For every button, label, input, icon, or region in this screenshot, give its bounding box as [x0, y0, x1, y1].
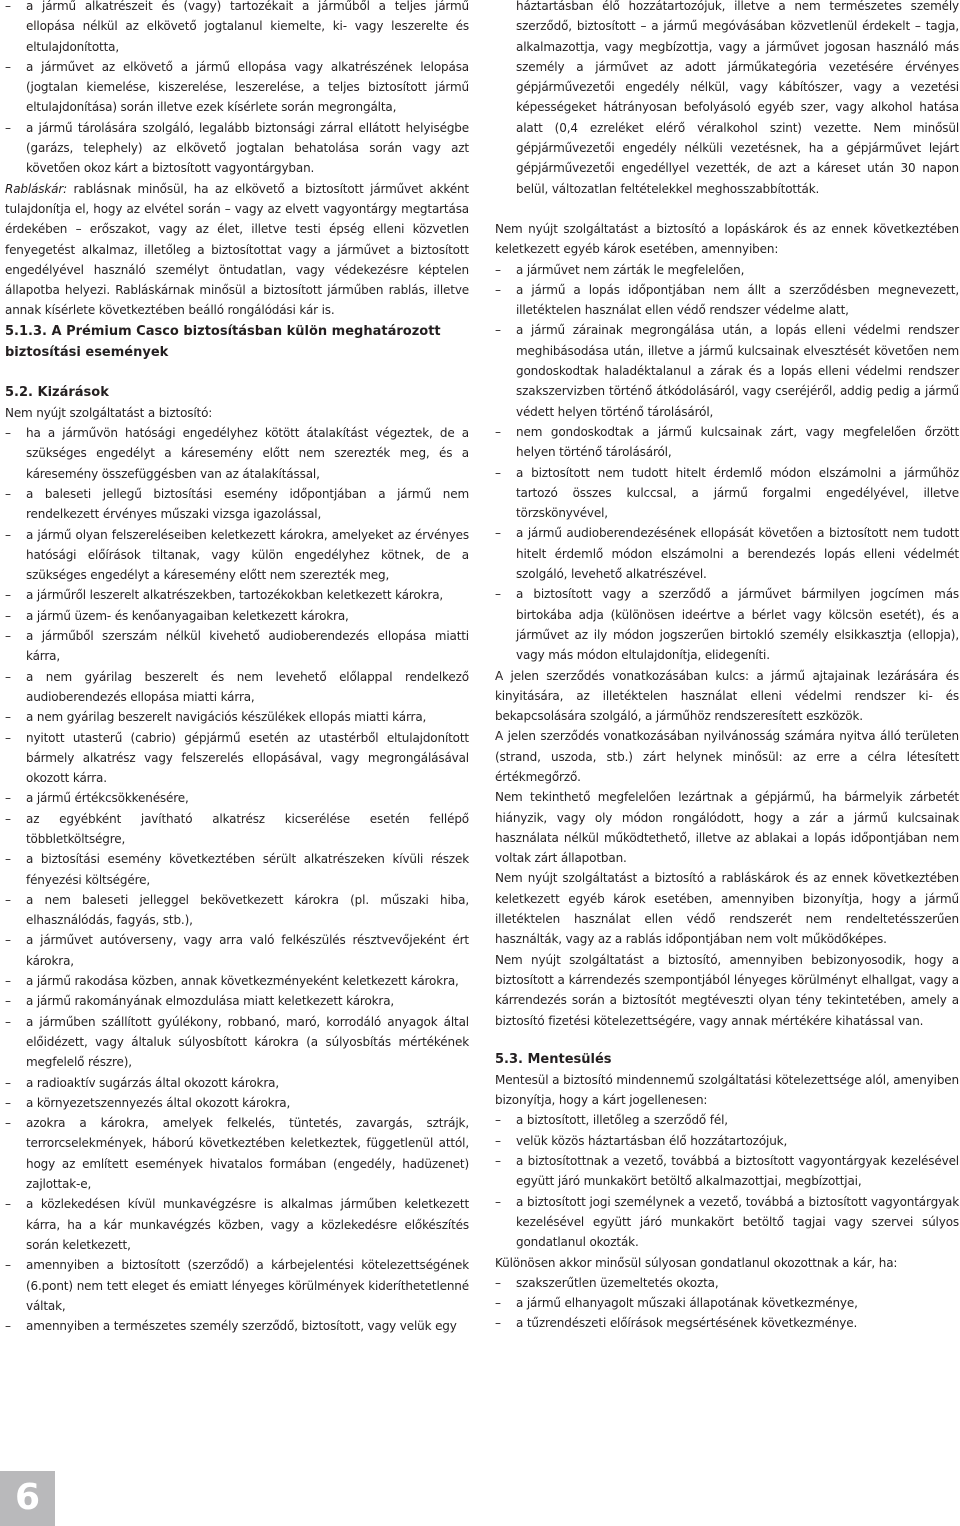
list-item: – nem gondoskodtak a jármű kulcsainak zárt, vagy megfelelően őrzött helyen történő tárolásáról,: [495, 422, 959, 463]
list-item: – a tűzrendészeti előírások megsértésének következménye.: [495, 1313, 959, 1333]
theft-damage-list: [5, 0, 469, 179]
robbery-definition: [5, 179, 469, 321]
list-item: – a járműből szerszám nélkül kivehető audioberendezés ellopása miatti kárra,: [5, 626, 469, 667]
list-item: – a nem gyárilag beszerelt és nem levehető előlappal rendelkező audioberendezés ellopása miatti kárra,: [5, 667, 469, 708]
exemption-intro: Mentesül a biztosító mindennemű szolgáltatási kötelezettsége alól, amenyiben bizonyítja, hogy a kárt jogellenesen:: [495, 1072, 959, 1108]
list-item: – az egyébként javítható alkatrész kicserélése esetén fellépő többletköltségre,: [5, 809, 469, 850]
list-item: – a környezetszennyezés által okozott károkra,: [5, 1093, 469, 1113]
paragraph: A jelen szerződés vonatkozásában kulcs: a jármű ajtajainak lezárására és kinyitására, az illetéktelen használat elleni védelmi rendszer ki- és bekapcsolására szolgáló, a járműhöz rendszeresített eszközök.: [495, 668, 959, 724]
list-item: – a nem gyárilag beszerelt navigációs készülékek ellopás miatti kárra,: [5, 707, 469, 727]
list-item: – a biztosítottnak a vezető, továbbá a biztosított vagyontárgyak kezelésével együtt járó munkakört betöltő alkalmazottjai, megbízottjai,: [495, 1151, 959, 1192]
list-item: – a biztosított, illetőleg a szerződő fél,: [495, 1110, 959, 1130]
exclusions-intro: Nem nyújt szolgáltatást a biztosító:: [5, 405, 213, 420]
section-heading-5-2: 5.2. Kizárások: [5, 384, 109, 400]
list-item: – a biztosított nem tudott hitelt érdemlő módon elszámolni a járműhöz tartozó összes kulccsal, a jármű forgalmi engedélyével, illetve törzskönyvével,: [495, 463, 959, 524]
list-item: – a biztosított vagy a szerződő a járművet bármilyen jogcímen más birtokába adja (különösen ideértve a bérlet vagy kölcsön esetét), és a járművet az ily módon jogszerűen birtokló személy elsikkasztja (ellopja), vagy más módon eltulajdonítja, elidegeníti.: [495, 584, 959, 665]
paragraph: A jelen szerződés vonatkozásában nyilvánosság számára nyitva álló területen (strand, uszoda, stb.) zárt helynek minősül: az erre a célra létesített értékmegőrző.: [495, 729, 959, 784]
list-item: – a jármű rakodása közben, annak következményeként keletkezett károkra,: [5, 971, 469, 991]
exclusions-list-continued: [495, 0, 959, 199]
list-item: – nyitott utasterű (cabrio) gépjármű esetén az utastérből eltulajdonított bármely alkatrész vagy felszerelés ellopásával, vagy megrongálásával okozott kárra.: [5, 728, 469, 789]
list-item: – a biztosított jogi személynek a vezető, továbbá a biztosított vagyontárgyak kezelésével együtt járó munkakört betöltő tagjai vagy szervei súlyos gondatlanul okozták.: [495, 1192, 959, 1253]
paragraph: Nem nyújt szolgáltatást a biztosító, amennyiben bebizonyosodik, hogy a biztosított a kárrendezés szempontjából lényeges körülményt elhallgat, vagy a kárrendezés során a biztosítót megtéveszti olyan tény tekintetében, amely a biztosító fizetési kötelezettségére, vagy annak mértékére kihatással van.: [495, 952, 959, 1028]
list-item: – a jármű zárainak megrongálása után, a lopás elleni védelmi rendszer meghibásodása után, illetve a jármű kulcsainak elvesztését követően nem gondoskodtak haladéktalanul a zárak és a lopás elleni védelmi rendszer szakszervizben történő átkódolásáról, vagy cseréjéről, addig pedig a jármű védett helyen történő tárolásáról,: [495, 320, 959, 421]
list-item: – a radioaktív sugárzás által okozott károkra,: [5, 1073, 469, 1093]
paragraph: Nem nyújt szolgáltatást a biztosító a rabláskárok és az ennek következtében keletkezett egyéb károk esetében, amennyiben bizonyítja, hogy a jármű illetéktelen használat ellen védő rendszerét nem rendeltetésszerűen használták, vagy az a rablás időpontjában nem volt működőképes.: [495, 871, 959, 947]
page-number-badge: 6: [0, 1471, 55, 1526]
gross-negligence-intro: Különösen akkor minősül súlyosan gondatlanul okozottnak a kár, ha:: [495, 1255, 898, 1270]
list-item: – a nem baleseti jelleggel bekövetkezett károkra (pl. műszaki hiba, elhasználódás, fagyás, stb.),: [5, 890, 469, 931]
list-item: – a jármű értékcsökkenésére,: [5, 788, 469, 808]
right-column: [495, 0, 959, 1334]
list-item: – a jármű alkatrészeit és (vagy) tartozékait a járműből a teljes jármű ellopása nélkül az elkövető jogtalanul kiemelte, ki- vagy leszerelte és eltulajdonította,: [5, 0, 469, 57]
list-item: – a jármű rakományának elmozdulása miatt keletkezett károkra,: [5, 991, 469, 1011]
list-item: – a jármű tárolására szolgáló, legalább biztonsági zárral ellátott helyiségbe (garázs, telephely) az elkövető jogtalan behatolása során vagy azt követően okoz kárt a biztosított vagyontárgyban.: [5, 118, 469, 179]
list-item: – a baleseti jellegű biztosítási esemény időpontjában a jármű nem rendelkezett érvényes műszaki vizsga igazolással,: [5, 484, 469, 525]
robbery-text: rablásnak minősül, ha az elkövető a biztosított járművet akként tulajdonítja el, hogy az elvétel során – vagy az elvett vagyontárgy megtartása érdekében – erőszakot, vagy az élet, illetve testi épség elleni közvetlen fenyegetést alkalmaz, illetőleg a biztosítottat vagy a járművet a biztosított engedélyével használó személyt öntudatlan, vagy védekezésre képtelen állapotba helyezi. Rabláskárnak minősül a biztosított járműben rablás, illetve annak kísérlete következtében beálló rongálódási kár is.: [5, 181, 469, 318]
list-item: – a jármű elhanyagolt műszaki állapotának következménye,: [495, 1293, 959, 1313]
paragraph: Nem tekinthető megfelelően lezártnak a gépjármű, ha bármelyik zárbetét hiányzik, vagy oly módon rongálódott, hogy a zár a jármű kulcsainak használata nélkül működtethető, illetve az ablakai a lopás időpontjában nem voltak zárt állapotban.: [495, 790, 959, 866]
list-item: – amennyiben a természetes személy szerződő, biztosított, vagy velük egy: [5, 1316, 469, 1336]
theft-exclusion-intro: Nem nyújt szolgáltatást a biztosító a lopáskárok és az ennek következtében keletkezett egyéb károk esetében, amennyiben:: [495, 221, 959, 257]
list-item: – ha a járművön hatósági engedélyhez kötött átalakítást végeztek, de a szükséges engedélyt a káresemény előtt nem szerezték meg, és a káresemény összefüggésben van az átalakítással,: [5, 423, 469, 484]
list-item: háztartásban élő hozzátartozójuk, illetve a nem természetes személy szerződő, biztosított – a jármű megóvásában közvetlenül érdekelt – tagja, alkalmazottja, vagy megbízottja, vagy a járművet jogosan használó más személy a járművet az adott járműkategória vezetésére érvényes gépjárművezetői engedély nélkül, vagy kábítószer, vagy a vezetési képességeket hátrányosan befolyásoló egyéb szer, vagy alkohol hatása alatt (0,4 ezreléket elérő véralkohol szint) vezette. Nem minősül gépjárművezetői engedély nélküli vezetésnek, ha a gépjárművet lejárt gépjárművezetői engedéllyel vezették, de azt a káreset után 30 napon belül, változatlan feltételekkel meghosszabbították.: [516, 0, 959, 196]
section-heading-5-1-3: 5.1.3. A Prémium Casco biztosításban külön meghatározott biztosítási események: [5, 323, 441, 360]
list-item: – szakszerűtlen üzemeltetés okozta,: [495, 1273, 959, 1293]
list-item: – a járművet autóverseny, vagy arra való felkészülés résztvevőjeként ért károkra,: [5, 930, 469, 971]
list-item: – a járművet nem zárták le megfelelően,: [495, 260, 959, 280]
list-item: – a jármű audioberendezésének ellopását követően a biztosított nem tudott hitelt érdemlő módon elszámolni a berendezés lopás elleni védelmét szolgáló, levehető alkatrészével.: [495, 523, 959, 584]
gross-negligence-list: [495, 1273, 959, 1334]
list-item: – a jármű üzem- és kenőanyagaiban keletkezett károkra,: [5, 606, 469, 626]
list-item: – a járművet az elkövető a jármű ellopása vagy alkatrészének lelopása (jogtalan kiemelése, kiszerelése, leszerelése, a teljes biztosított jármű eltulajdonítása) során illetve ezek kísérlete során megrongálta,: [5, 57, 469, 118]
list-item: – a biztosítási esemény következtében sérült alkatrészeken kívüli részek fényezési költségére,: [5, 849, 469, 890]
list-item: – a közlekedésen kívül munkavégzésre is alkalmas járműben keletkezett kárra, ha a kár munkavégzés közben, vagy a közlekedésre előkészítés során keletkezett,: [5, 1194, 469, 1255]
exemption-list: [495, 1110, 959, 1252]
theft-exclusion-list: [495, 260, 959, 666]
list-item: – a járműben szállított gyúlékony, robbanó, maró, korrodáló anyagok által előidézett, vagy általuk súlyosbított károkra (a súlyosbítás mértékének megfelelő részre),: [5, 1012, 469, 1073]
list-item: – a jármű olyan felszereléseiben keletkezett károkra, amelyeket az érvényes hatósági előírások tiltanak, vagy külön engedélyhez kötnek, de a szükséges engedélyt a káresemény előtt nem szerezték meg,: [5, 525, 469, 586]
section-heading-5-3: 5.3. Mentesülés: [495, 1051, 612, 1067]
list-item: – a járműről leszerelt alkatrészekben, tartozékokban keletkezett károkra,: [5, 585, 469, 605]
list-item: – a jármű a lopás időpontjában nem állt a szerződésben megnevezett, illetéktelen használat ellen védő rendszer védelme alatt,: [495, 280, 959, 321]
robbery-term: Rabláskár:: [5, 181, 68, 196]
list-item: – azokra a károkra, amelyek felkelés, tüntetés, zavargás, sztrájk, terrorcselekmények, háború következtében keletkeztek, függetlenül attól, hogy az említett események hivatalos formában (engedély, hadüzenet) zajlottak-e,: [5, 1113, 469, 1194]
left-column: [5, 0, 469, 1336]
list-item: – velük közös háztartásban élő hozzátartozójuk,: [495, 1131, 959, 1151]
exclusions-list: [5, 423, 469, 1336]
list-item: – amennyiben a biztosított (szerződő) a kárbejelentési kötelezettségének (6.pont) nem tett eleget és emiatt lényeges körülmények kideríthetetlenné váltak,: [5, 1255, 469, 1316]
